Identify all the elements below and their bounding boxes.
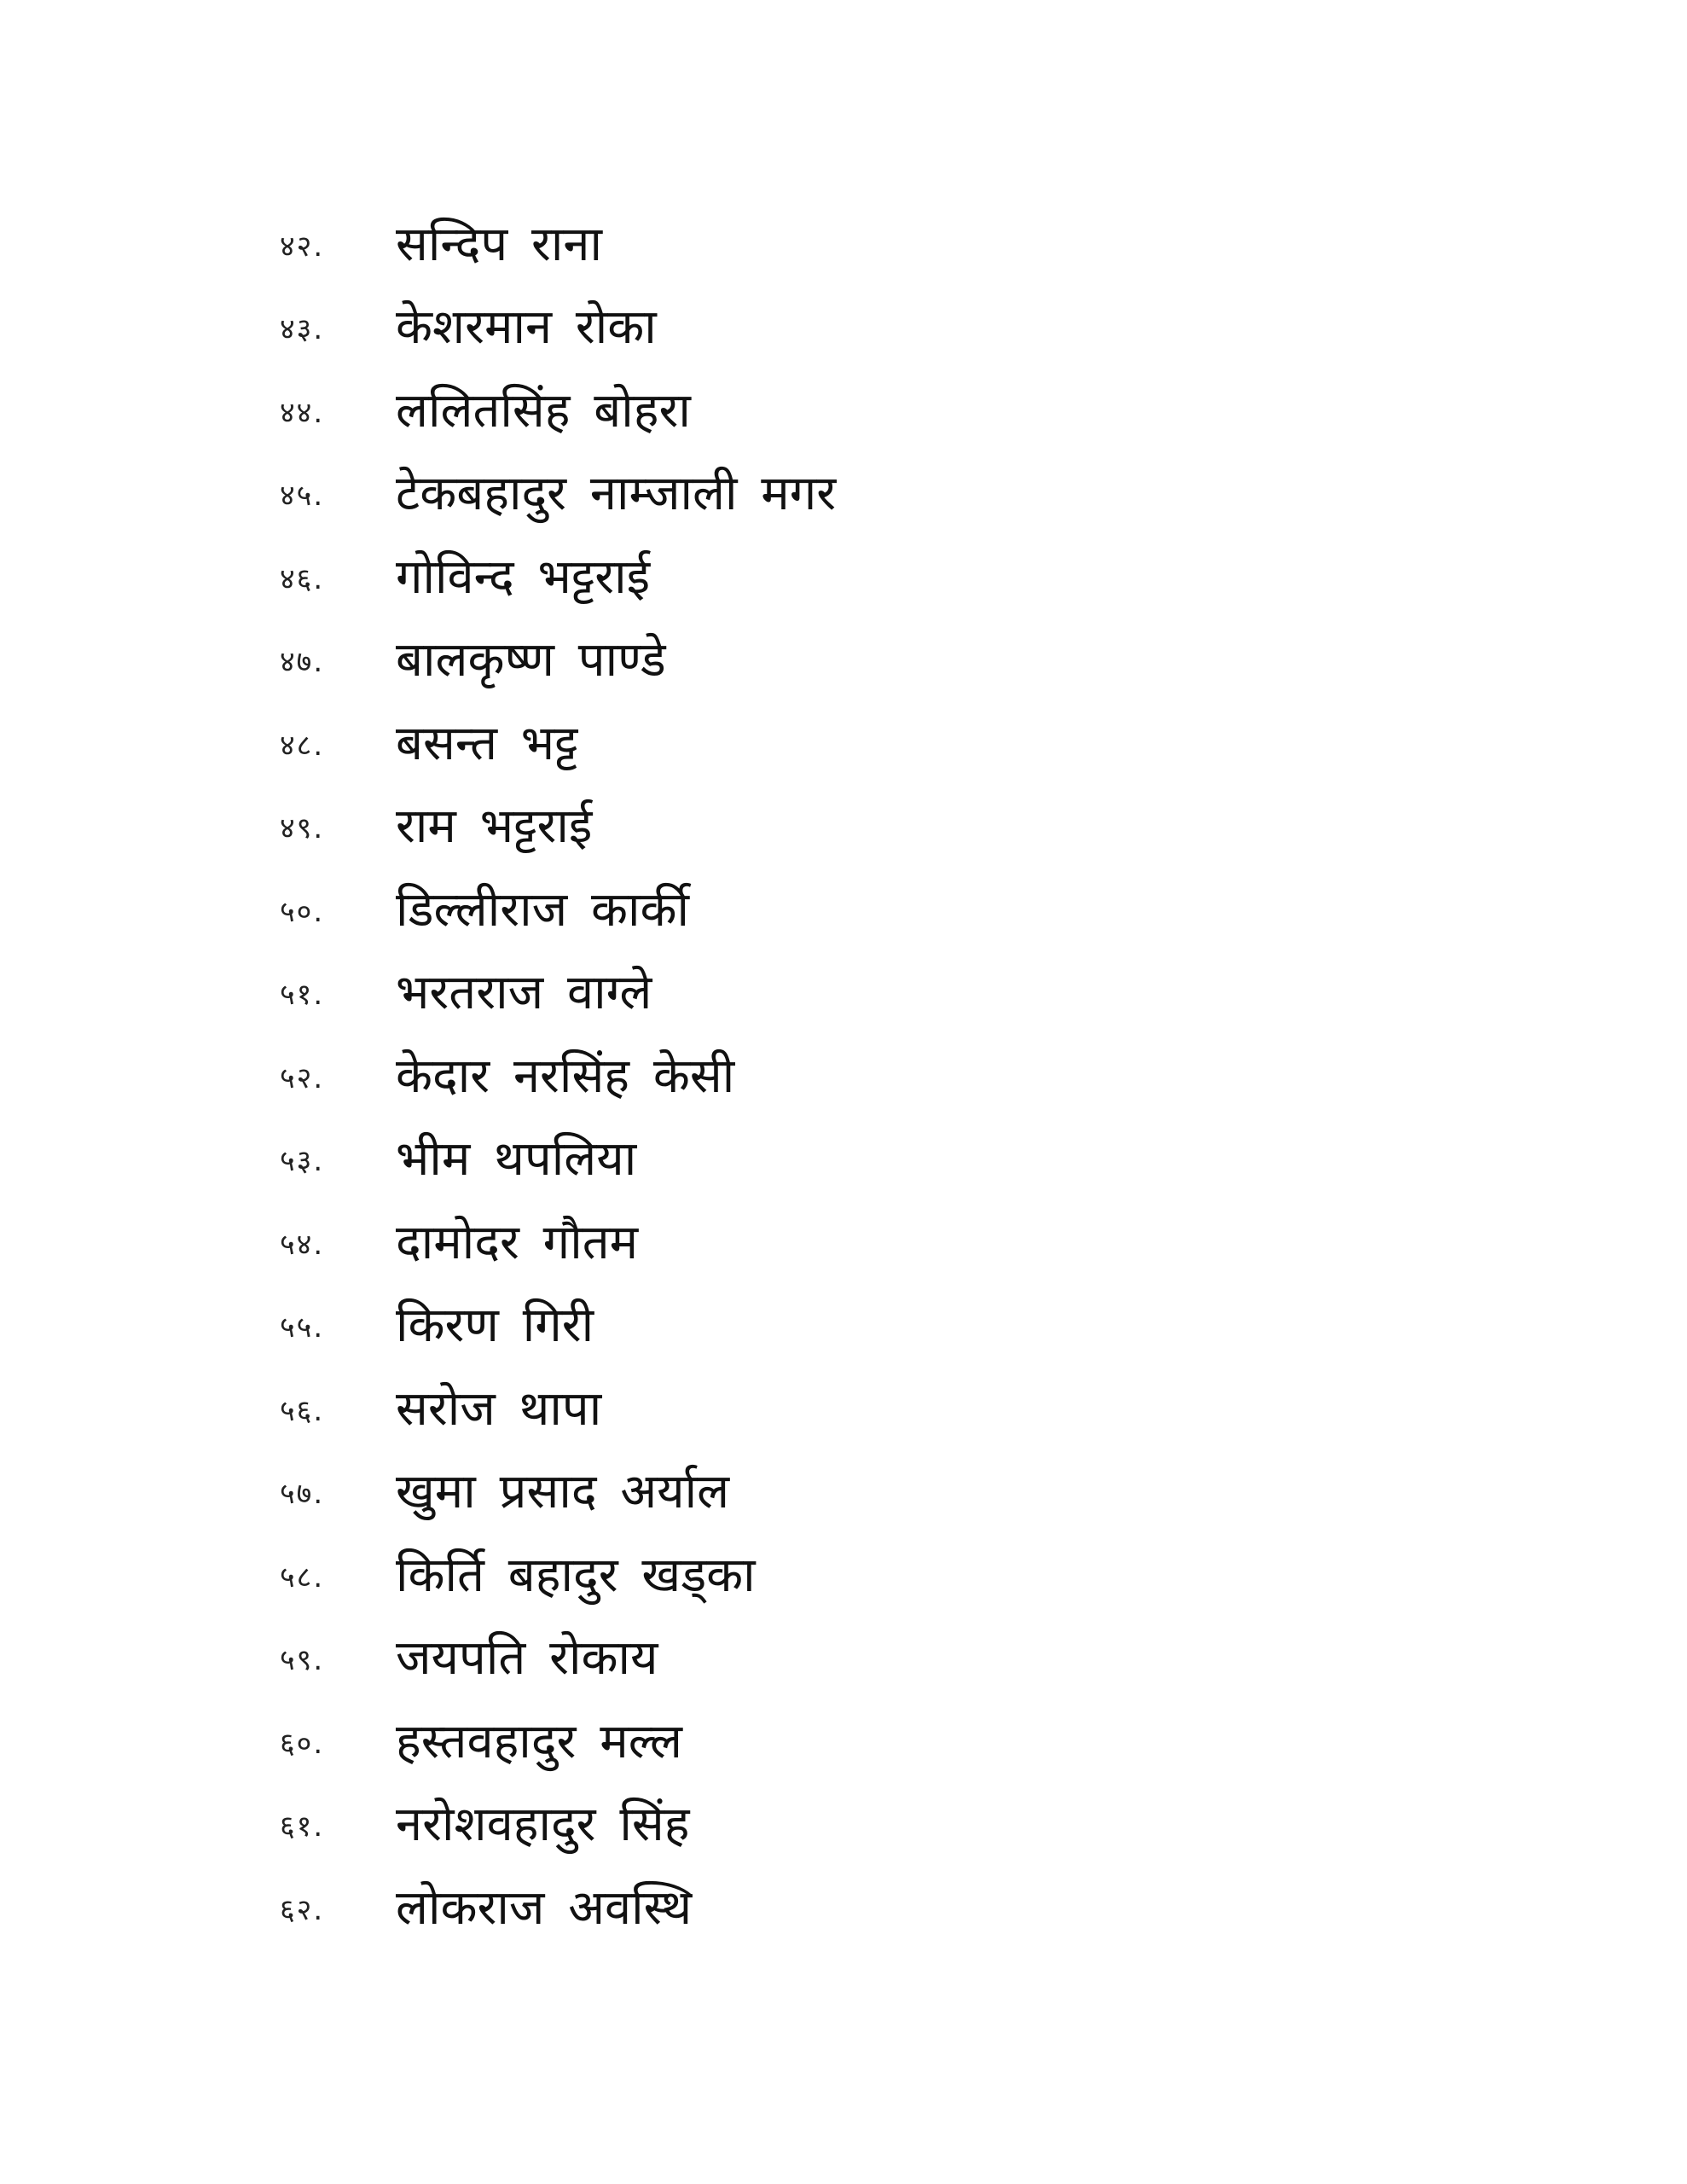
list-item xyxy=(280,786,836,869)
item-name: डिल्लीराज कार्की xyxy=(396,881,689,938)
item-number: ४९. xyxy=(280,811,325,846)
item-name: गोविन्द भट्टराई xyxy=(396,549,651,605)
list-item xyxy=(280,1700,836,1784)
item-number: ४८. xyxy=(280,728,325,763)
item-name: भरतराज वाग्ले xyxy=(396,965,652,1021)
list-item xyxy=(280,1035,836,1118)
item-name: टेकबहादुर नाम्जाली मगर xyxy=(396,466,837,522)
list-item xyxy=(280,1534,836,1618)
item-name: सरोज थापा xyxy=(396,1380,602,1437)
item-number: ५८. xyxy=(280,1560,325,1594)
list-item xyxy=(280,453,836,537)
item-number: ५६. xyxy=(280,1393,325,1428)
item-number: ४५. xyxy=(280,479,325,514)
item-number: ५३. xyxy=(280,1144,325,1179)
item-number: ४३. xyxy=(280,312,325,347)
item-number: ५९. xyxy=(280,1643,325,1678)
item-number: ४४. xyxy=(280,395,325,430)
item-number: ५१. xyxy=(280,978,325,1013)
list-item xyxy=(280,287,836,370)
item-name: किरण गिरी xyxy=(396,1298,594,1354)
list-item xyxy=(280,1118,836,1202)
item-name: किर्ति बहादुर खड्का xyxy=(396,1547,756,1603)
list-item xyxy=(280,369,836,453)
item-name: भीम थपलिया xyxy=(396,1131,637,1188)
item-number: ५२. xyxy=(280,1060,325,1095)
list-item xyxy=(280,1784,836,1867)
item-name: सन्दिप राना xyxy=(396,216,603,272)
item-number: ४२. xyxy=(280,229,325,264)
item-name: बसन्त भट्ट xyxy=(396,715,578,771)
name-list xyxy=(280,203,836,1950)
list-item xyxy=(280,1285,836,1368)
item-name: केशरमान रोका xyxy=(396,299,657,356)
item-number: ६०. xyxy=(280,1726,325,1761)
list-item xyxy=(280,952,836,1036)
item-name: खुमा प्रसाद अर्याल xyxy=(396,1464,730,1520)
item-name: लोकराज अवस्थि xyxy=(396,1879,693,1936)
item-number: ६१. xyxy=(280,1809,325,1844)
item-name: बालकृष्ण पाण्डे xyxy=(396,632,666,688)
item-name: नरोशवहादुर सिंह xyxy=(396,1797,690,1853)
list-item xyxy=(280,619,836,703)
list-item xyxy=(280,868,836,952)
item-number: ५७. xyxy=(280,1477,325,1512)
item-name: जयपति रोकाय xyxy=(396,1630,658,1687)
list-item xyxy=(280,1618,836,1701)
item-name: राम भट्टराई xyxy=(396,799,593,855)
list-item xyxy=(280,702,836,786)
list-item xyxy=(280,1867,836,1950)
item-number: ४७. xyxy=(280,645,325,680)
list-item xyxy=(280,1201,836,1285)
list-item xyxy=(280,536,836,619)
item-name: केदार नरसिंह केसी xyxy=(396,1048,735,1104)
list-item xyxy=(280,1451,836,1535)
list-item xyxy=(280,1368,836,1451)
item-number: ५५. xyxy=(280,1310,325,1345)
item-number: ६२. xyxy=(280,1892,325,1927)
item-name: हस्तवहादुर मल्ल xyxy=(396,1713,682,1769)
item-name: ललितसिंह बोहरा xyxy=(396,382,691,439)
item-number: ५४. xyxy=(280,1227,325,1262)
item-name: दामोदर गौतम xyxy=(396,1214,639,1270)
item-number: ४६. xyxy=(280,561,325,596)
item-number: ५०. xyxy=(280,894,325,929)
list-item xyxy=(280,203,836,287)
